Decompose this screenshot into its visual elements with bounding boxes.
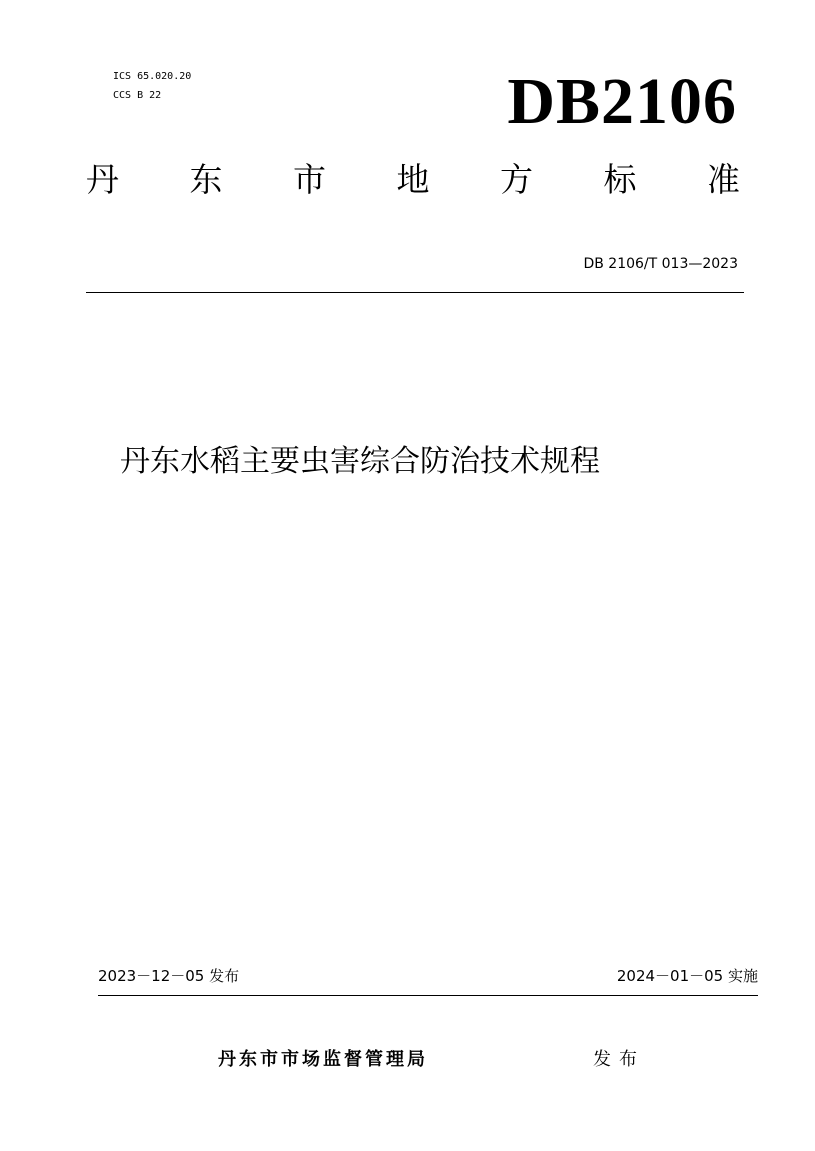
top-divider	[86, 292, 744, 293]
standard-heading	[86, 156, 740, 204]
standard-heading-char: 市	[293, 160, 326, 199]
ics-code: ICS 65.020.20	[113, 71, 192, 82]
db-code: DB2106	[507, 65, 737, 138]
issuer-name: 丹东市市场监督管理局	[218, 1049, 428, 1070]
standard-heading-char: 东	[189, 160, 223, 199]
bottom-divider	[98, 995, 758, 996]
standard-heading-char: 方	[500, 160, 533, 199]
publish-date: 2023－12－05 发布	[98, 967, 240, 985]
document-title: 丹东水稻主要虫害综合防治技术规程	[120, 444, 600, 479]
standard-heading-char: 丹	[86, 160, 119, 199]
issuer-action: 发布	[593, 1049, 645, 1070]
standard-heading-char: 准	[707, 160, 740, 199]
standard-heading-char: 地	[396, 160, 430, 199]
standard-number: DB 2106/T 013—2023	[583, 256, 738, 272]
standard-heading-char: 标	[603, 160, 637, 199]
ccs-code: CCS B 22	[113, 90, 162, 101]
effective-date: 2024－01－05 实施	[616, 967, 758, 985]
